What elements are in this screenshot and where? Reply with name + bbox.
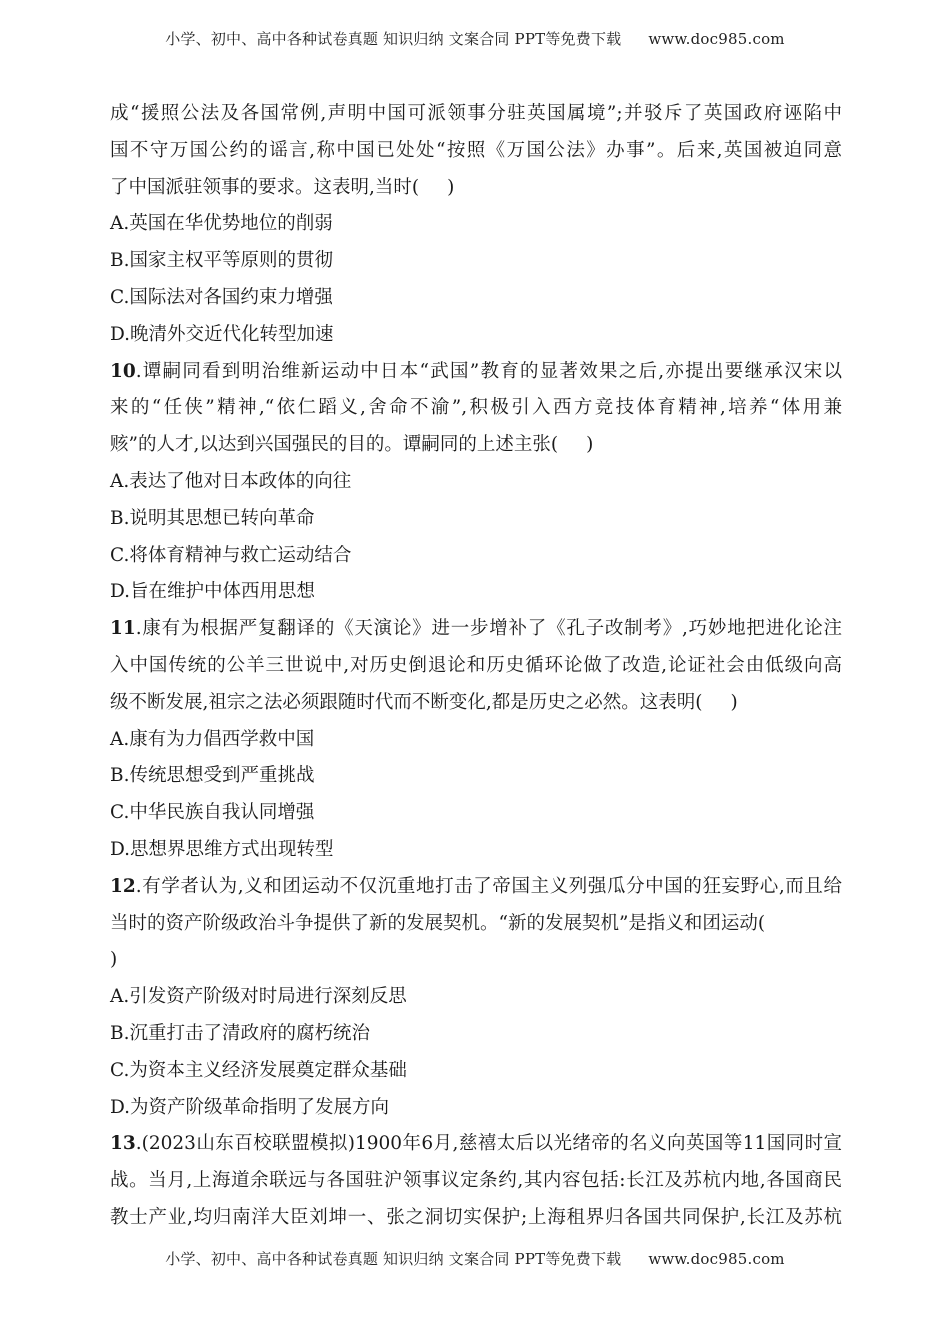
page-footer <box>0 1248 950 1269</box>
answer-paren-close: ) <box>447 176 455 198</box>
option-d: D.思想界思维方式出现转型 <box>110 838 334 860</box>
option-d: D.为资产阶级革命指明了发展方向 <box>110 1096 390 1118</box>
question-stem-line: 战。当月,上海道余联远与各国驻沪领事议定条约,其内容包括:长江及苏杭内地,各国商民 <box>110 1170 842 1192</box>
option-b: B.国家主权平等原则的贯彻 <box>110 250 333 272</box>
footer-text: 小学、初中、高中各种试卷真题 知识归纳 文案合同 PPT等免费下载 <box>165 1250 622 1268</box>
question-9 <box>110 96 842 354</box>
question-stem-line: 入中国传统的公羊三世说中,对历史倒退论和历史循环论做了改造,论证社会由低级向高 <box>110 654 842 676</box>
header-site: www.doc985.com <box>648 30 785 48</box>
question-stem-text: 级不断发展,祖宗之法必须跟随时代而不断变化,都是历史之必然。这表明( <box>110 691 703 713</box>
question-stem-line: 11.康有为根据严复翻译的《天演论》进一步增补了《孔子改制考》,巧妙地把进化论注 <box>110 618 842 640</box>
option-a: A.引发资产阶级对时局进行深刻反思 <box>110 986 407 1008</box>
question-stem-text: 了中国派驻领事的要求。这表明,当时( <box>110 176 420 198</box>
question-12 <box>110 869 842 1127</box>
option-b: B.沉重打击了清政府的腐朽统治 <box>110 1022 370 1044</box>
question-stem-line <box>110 170 842 207</box>
question-stem-text: 赅”的人才,以达到兴国强民的目的。谭嗣同的上述主张( <box>110 434 559 456</box>
option-a: A.表达了他对日本政体的向往 <box>110 470 352 492</box>
option-a: A.康有为力倡西学救中国 <box>110 728 315 750</box>
option-b: B.说明其思想已转向革命 <box>110 507 315 529</box>
question-number: 12 <box>110 875 136 897</box>
question-stem-line: ) <box>110 949 118 971</box>
question-stem-line: 来的“任侠”精神,“依仁蹈义,舍命不渝”,积极引入西方竞技体育精神,培养“体用兼 <box>110 397 842 419</box>
option-d: D.旨在维护中体西用思想 <box>110 581 316 603</box>
question-stem-line: 13.(2023山东百校联盟模拟)1900年6月,慈禧太后以光绪帝的名义向英国等11国同时宣 <box>110 1133 842 1155</box>
question-stem-line: 当时的资产阶级政治斗争提供了新的发展契机。“新的发展契机”是指义和团运动( <box>110 912 766 934</box>
question-stem-line: 10.谭嗣同看到明治维新运动中日本“武国”教育的显著效果之后,亦提出要继承汉宋以 <box>110 360 842 382</box>
question-stem-line: 国不守万国公约的谣言,称中国已处处“按照《万国公法》办事”。后来,英国被迫同意 <box>110 139 842 161</box>
header-text: 小学、初中、高中各种试卷真题 知识归纳 文案合同 PPT等免费下载 <box>165 30 622 48</box>
page-header <box>0 28 950 49</box>
question-stem-line: 成“援照公法及各国常例,声明中国可派领事分驻英国属境”;并驳斥了英国政府诬陷中 <box>110 103 842 124</box>
option-c: C.国际法对各国约束力增强 <box>110 286 333 308</box>
option-a: A.英国在华优势地位的削弱 <box>110 213 333 235</box>
question-number: 13 <box>110 1133 136 1155</box>
question-stem-line <box>110 427 842 464</box>
option-c: C.中华民族自我认同增强 <box>110 802 315 824</box>
option-c: C.将体育精神与救亡运动结合 <box>110 544 352 566</box>
page-content <box>110 96 842 1237</box>
answer-paren-close: ) <box>586 434 594 456</box>
option-c: C.为资本主义经济发展奠定群众基础 <box>110 1059 407 1081</box>
option-d: D.晚清外交近代化转型加速 <box>110 323 334 345</box>
answer-paren-close: ) <box>730 691 738 713</box>
question-stem-line: 12.有学者认为,义和团运动不仅沉重地打击了帝国主义列强瓜分中国的狂妄野心,而且给 <box>110 875 842 897</box>
option-b: B.传统思想受到严重挑战 <box>110 765 315 787</box>
footer-site: www.doc985.com <box>648 1250 785 1268</box>
question-stem-line <box>110 685 842 722</box>
question-10 <box>110 354 842 612</box>
question-13 <box>110 1126 842 1236</box>
question-number: 10 <box>110 360 136 382</box>
question-number: 11 <box>110 618 136 640</box>
question-stem-line: 教士产业,均归南洋大臣刘坤一、张之洞切实保护;上海租界归各国共同保护,长江及苏杭 <box>110 1206 842 1228</box>
question-11 <box>110 611 842 869</box>
